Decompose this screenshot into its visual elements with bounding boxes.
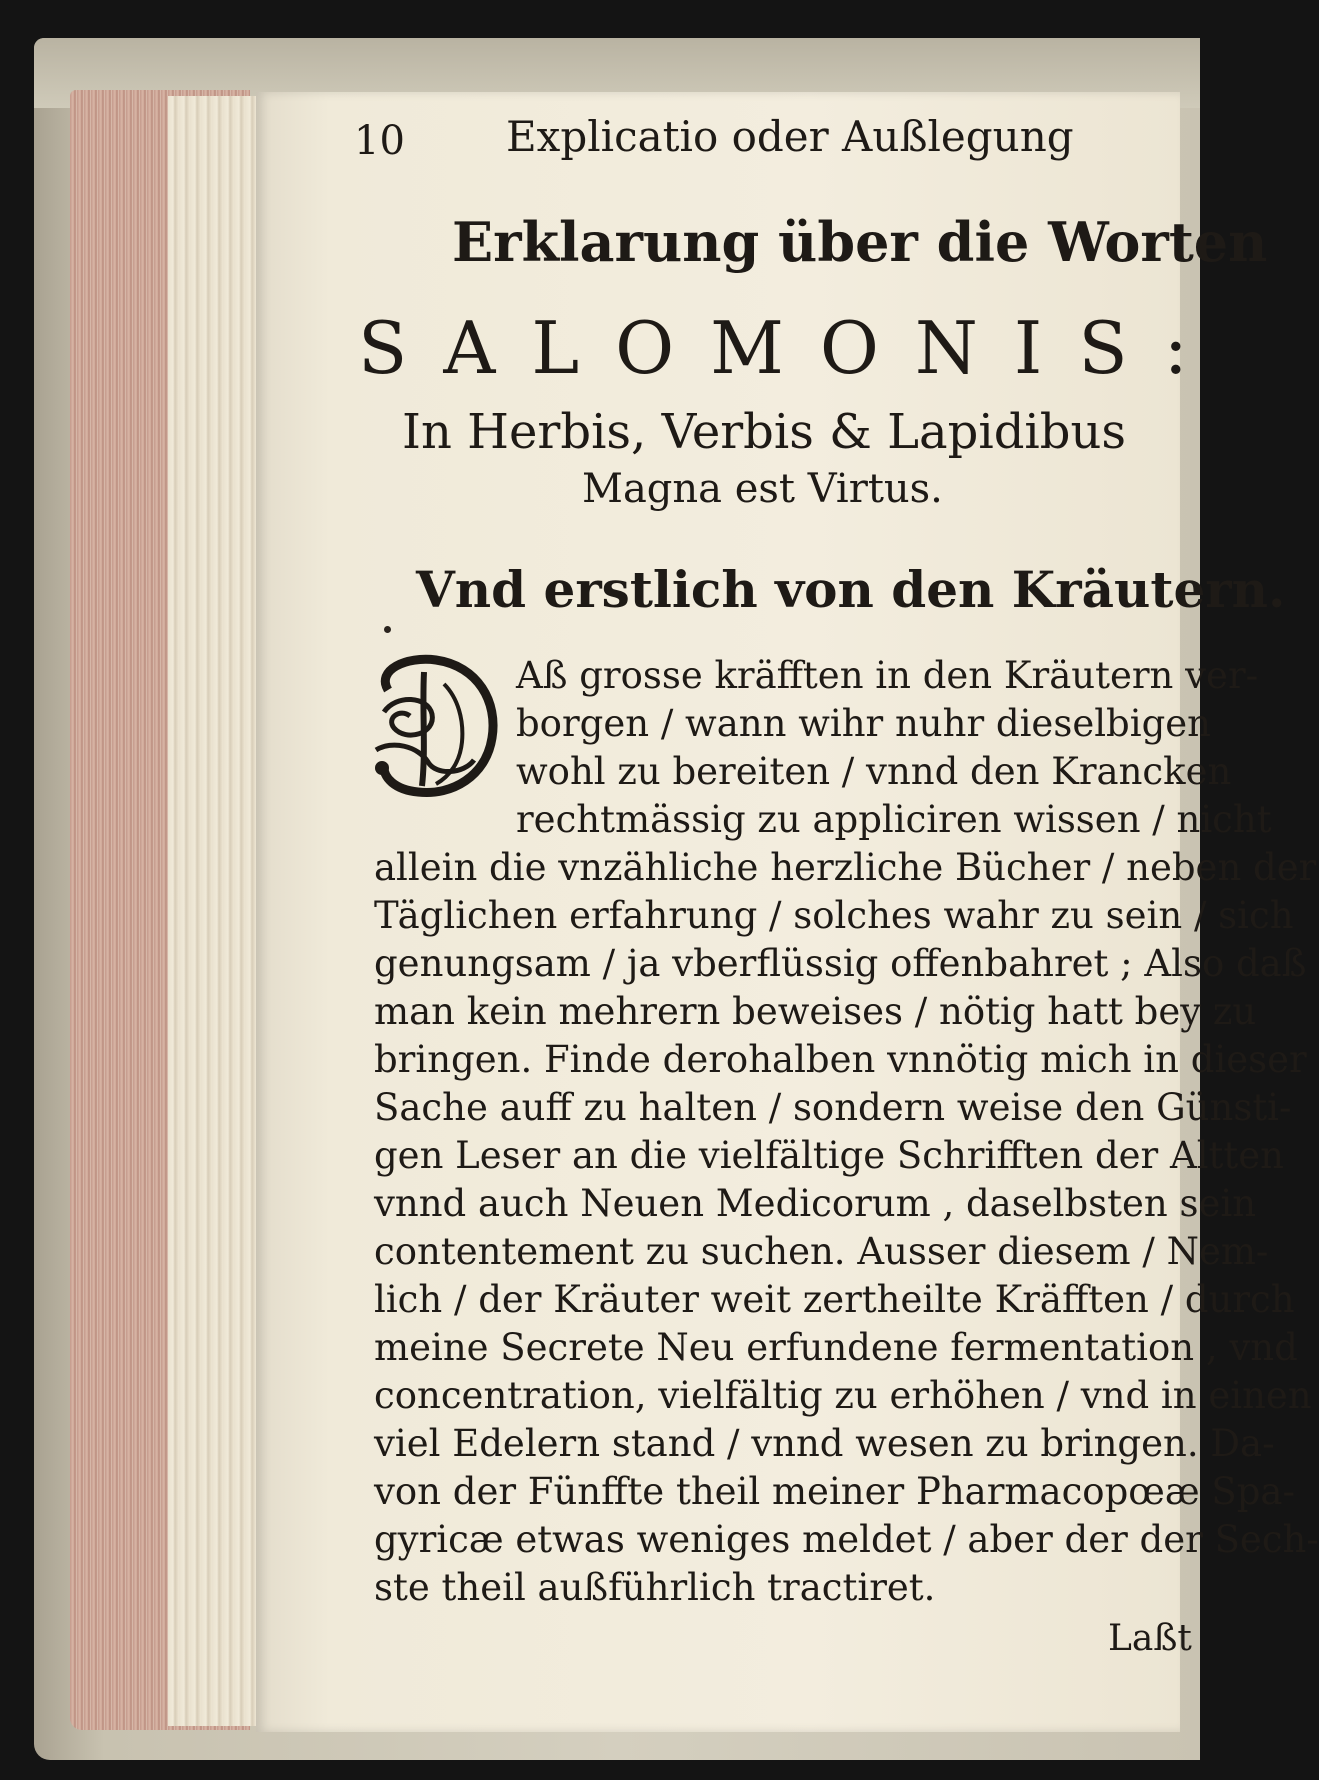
title-line-4: Magna est Virtus. [582, 466, 943, 512]
page-number: 10 [354, 118, 405, 164]
body-line: wohl zu bereiten / vnnd den Krancken [516, 750, 1232, 793]
drop-cap [366, 650, 500, 800]
title-line-2: SALOMONIS: [358, 306, 1224, 390]
section-heading: Vnd erstlich von den Kräutern. [416, 560, 1286, 619]
title-line-1: Erklarung über die Worten [452, 210, 1268, 274]
body-line: genungsam / ja vberflüssig offenbahret ; Also daß [374, 942, 1307, 985]
body-line: ste theil außführlich tractiret. [374, 1566, 936, 1609]
catchword: Laßt [1108, 1618, 1192, 1659]
body-line: viel Edelern stand / vnnd wesen zu bringen. Da- [374, 1422, 1275, 1465]
body-line: Täglichen erfahrung / solches wahr zu sein / sich [374, 894, 1294, 937]
drop-cap-ornament-icon [366, 650, 500, 800]
body-line: lich / der Kräuter weit zertheilte Kräfften / durch [374, 1278, 1295, 1321]
body-line: vnnd auch Neuen Medicorum , daselbsten sein [374, 1182, 1257, 1225]
body-line: rechtmässig zu appliciren wissen / nicht [516, 798, 1272, 841]
body-line: man kein mehrern beweises / nötig hatt bey zu [374, 990, 1257, 1033]
body-line: borgen / wann wihr nuhr dieselbigen [516, 702, 1211, 745]
body-line: gyricæ etwas weniges meldet / aber der der Sech- [374, 1518, 1319, 1561]
body-line: meine Secrete Neu erfundene fermentation , vnd [374, 1326, 1298, 1369]
ink-dot [384, 626, 391, 633]
body-line: allein die vnzähliche herzliche Bücher / neben der [374, 846, 1317, 889]
running-head: Explicatio oder Außlegung [506, 112, 1074, 161]
body-line: bringen. Finde derohalben vnnötig mich in dieser [374, 1038, 1307, 1081]
body-line: von der Fünffte theil meiner Pharmacopœæ Spa- [374, 1470, 1295, 1513]
body-line: gen Leser an die vielfältige Schrifften der Altten [374, 1134, 1285, 1177]
body-line: contentement zu suchen. Ausser diesem / Nem- [374, 1230, 1269, 1273]
body-line: concentration, vielfältig zu erhöhen / vnd in einen [374, 1374, 1312, 1417]
body-line: Aß grosse kräfften in den Kräutern ver- [516, 654, 1259, 697]
title-line-3: In Herbis, Verbis & Lapidibus [402, 404, 1127, 460]
page-stack [168, 96, 260, 1726]
body-line: Sache auff zu halten / sondern weise den Günsti- [374, 1086, 1292, 1129]
